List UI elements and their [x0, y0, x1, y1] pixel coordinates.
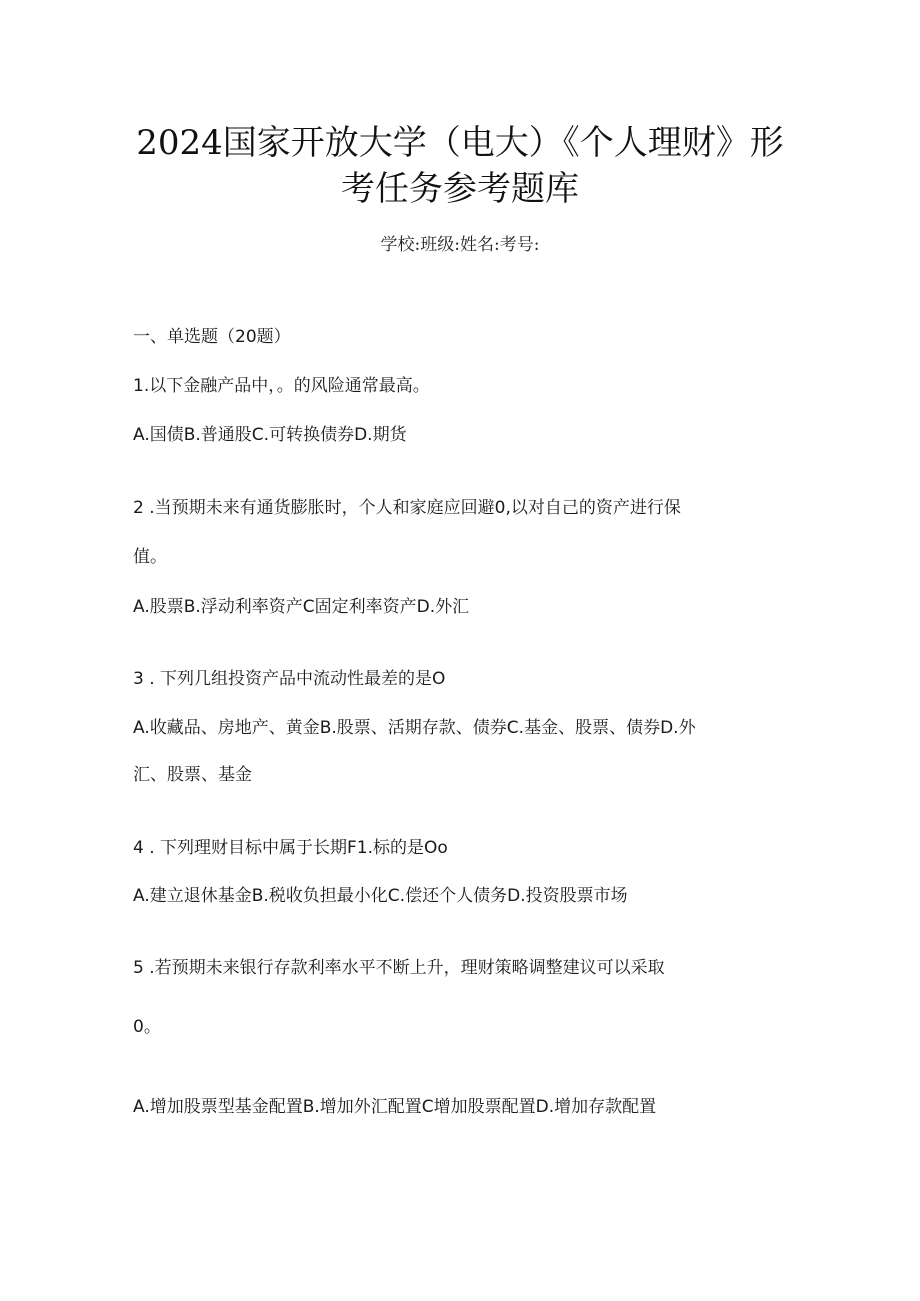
question-5-stem-line-1: 5 .若预期未来银行存款利率水平不断上升，理财策略调整建议可以采取 — [133, 958, 665, 978]
student-info-line: 学校:班级:姓名:考号: — [380, 235, 540, 255]
question-3-options-line-1: A.收藏品、房地产、黄金B.股票、活期存款、债券C.基金、股票、债券D.外 — [133, 718, 696, 738]
question-3-options-line-2: 汇、股票、基金 — [133, 765, 252, 785]
question-5-stem-line-2: 0。 — [133, 1017, 161, 1037]
question-2-stem-line-2: 值。 — [133, 547, 167, 567]
section-heading: 一、单选题（20题） — [133, 327, 291, 347]
question-5-options: A.增加股票型基金配置B.增加外汇配置C增加股票配置D.增加存款配置 — [133, 1097, 657, 1117]
document-title-line-1: 2024国家开放大学（电大）《个人理财》形 — [136, 123, 784, 163]
document-title-line-2: 考任务参考题库 — [341, 169, 579, 209]
question-1-options: A.国债B.普通股C.可转换债券D.期货 — [133, 425, 407, 445]
question-1-stem: 1.以下金融产品中，。的风险通常最高。 — [133, 376, 430, 396]
question-2-options: A.股票B.浮动利率资产C固定利率资产D.外汇 — [133, 597, 470, 617]
question-3-stem: 3 . 下列几组投资产品中流动性最差的是O — [133, 669, 446, 689]
question-2-stem-line-1: 2 .当预期未来有通货膨胀时，个人和家庭应回避0,以对自己的资产进行保 — [133, 498, 681, 518]
question-4-options: A.建立退休基金B.税收负担最小化C.偿还个人债务D.投资股票市场 — [133, 886, 628, 906]
question-4-stem: 4 . 下列理财目标中属于长期F1.标的是Oo — [133, 838, 448, 858]
